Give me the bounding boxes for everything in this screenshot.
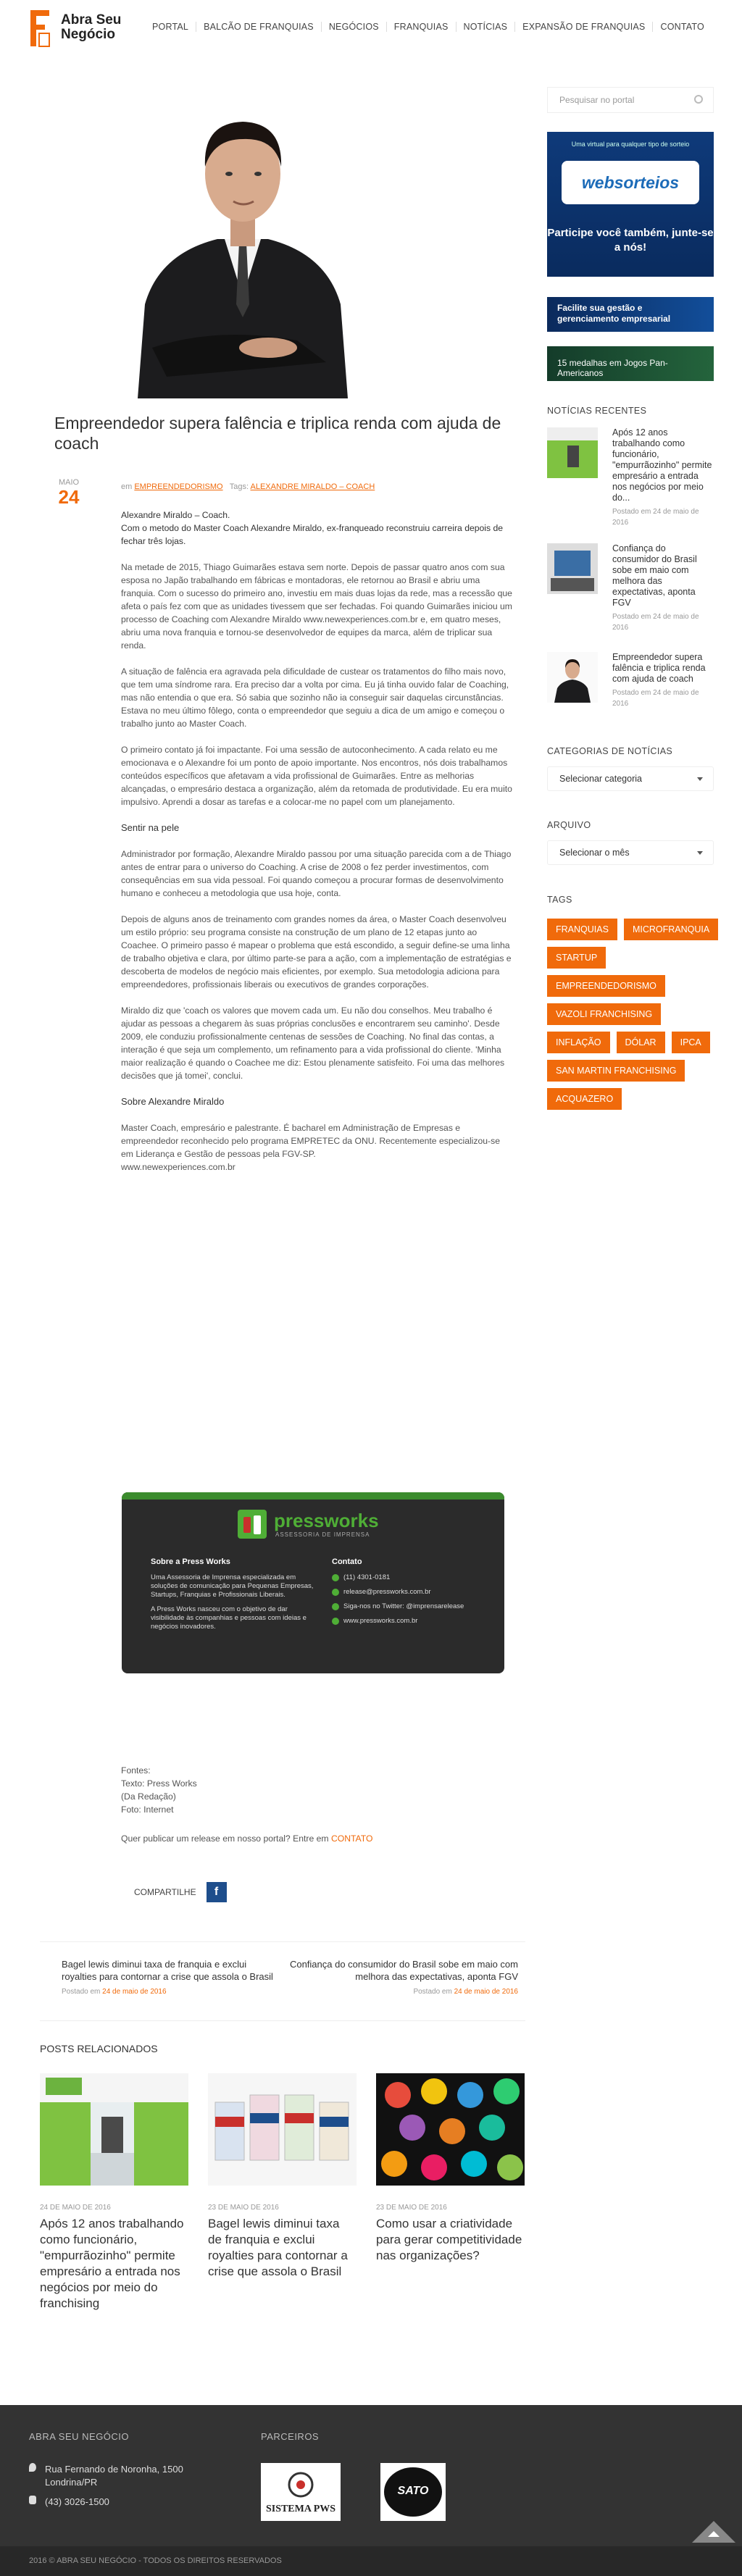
post-tag-link[interactable]: ALEXANDRE MIRALDO – COACH (250, 482, 375, 491)
paragraph: A situação de falência era agravada pela dificuldade de custear os tratamentos do filho mais novo, que tem uma síndrome rara. Era preciso dar a volta por cima. Eu já tinha ouvido falar de Coaching, mas não entendia o que era. Só sabia que sozinho não ia conseguir sair daquelas circunstâncias. Estava no meu último fôlego, conta o empreendedor que seguiu a dica de um amigo e começou o trabalho junto ao Master Coach. (121, 666, 509, 729)
prev-post-title: Bagel lewis diminui taxa de franquia e exclui royalties para contornar a crise que assola o Brasil (62, 1959, 273, 1982)
nav-expansao[interactable]: EXPANSÃO DE FRANQUIAS (514, 22, 652, 32)
sources-label: Fontes: (121, 1765, 151, 1776)
map-pin-icon (29, 2463, 36, 2472)
chevron-down-icon (697, 851, 703, 855)
tags-heading: TAGS (547, 895, 572, 905)
copyright: 2016 © ABRA SEU NEGÓCIO - TODOS OS DIREITOS RESERVADOS (0, 2546, 742, 2576)
tag-empreendedorismo[interactable]: EMPREENDEDORISMO (547, 975, 665, 997)
gestao-ad[interactable]: Facilite sua gestão e gerenciamento empresarial (547, 297, 714, 332)
related-post[interactable] (376, 2073, 525, 2264)
facebook-share-icon[interactable]: f (207, 1882, 227, 1902)
author-line: Alexandre Miraldo – Coach. (121, 510, 230, 520)
related-title: Após 12 anos trabalhando como funcionário, "empurrãozinho" permite empresário a entrada nos negócios por meio do franchising (40, 2217, 184, 2310)
related-date: 23 DE MAIO DE 2016 (376, 2204, 447, 2212)
tag-san-martin[interactable]: SAN MARTIN FRANCHISING (547, 1060, 685, 1082)
tag-franquias[interactable]: FRANQUIAS (547, 919, 617, 940)
partner-pws-name: SISTEMA PWS (265, 2504, 336, 2514)
archive-heading: ARQUIVO (547, 820, 591, 830)
banner-contact (332, 1557, 491, 1631)
paragraph: Miraldo diz que 'coach os valores que movem cada um. Eu não dou conselhos. Meu trabalho é ajudar as pessoas a chegarem às suas próprias conclusões e encontrarem seu caminho'. Desde 2009, ele conduziu profissionalmente centenas de sessões de Coaching. No final das contas, a interação é que seja um complemento, um refinamento para a vida profissional do cliente. 'Minha maior realização é quando o Coachee me diz: Estou plenamente satisfeito. Foi uma das melhores decisões que já tomei', conclui. (121, 1005, 505, 1081)
nav-noticias[interactable]: NOTÍCIAS (456, 22, 515, 32)
related-image-store (40, 2073, 188, 2186)
tag-dolar[interactable]: DÓLAR (617, 1032, 665, 1053)
site-logo[interactable] (29, 9, 145, 48)
search-input[interactable] (547, 87, 714, 113)
banner-twitter: Siga-nos no Twitter: @imprensarelease (332, 1602, 491, 1611)
share-bar (134, 1882, 227, 1902)
section-heading: Sobre Alexandre Miraldo (121, 1096, 225, 1107)
logo-mark-icon (29, 9, 54, 48)
next-post-date: Postado em 24 de maio de 2016 (413, 1988, 518, 1996)
next-post-link[interactable] (286, 1958, 518, 1998)
back-to-top-icon[interactable] (692, 2499, 735, 2543)
ad-brand: websorteios (562, 161, 699, 204)
post-day: 24 (58, 486, 80, 508)
post-sources (121, 1764, 512, 1845)
banner-contact-title: Contato (332, 1557, 362, 1566)
related-title: Como usar a criatividade para gerar competitividade nas organizações? (376, 2217, 522, 2262)
pressworks-logo (238, 1507, 397, 1543)
related-title: Bagel lewis diminui taxa de franquia e exclui royalties para contornar a crise que assola o Brasil (208, 2217, 348, 2278)
logo-line2: Negócio (61, 27, 115, 42)
logo-text (61, 13, 121, 42)
cta-contact-link[interactable]: CONTATO (330, 1833, 373, 1844)
prev-post-date: Postado em 24 de maio de 2016 (62, 1988, 167, 1996)
about-text: Master Coach, empresário e palestrante. É bacharel em Administração de Empresas e empreendedor reconhecido pelo programa EMPRETEC da ONU. Recentemente especializou-se em Liderança e Gestão de pessoas pela FGV-SP. (121, 1123, 500, 1159)
search-placeholder: Pesquisar no portal (559, 95, 635, 105)
partner-pws[interactable] (261, 2463, 341, 2521)
post-lead (121, 509, 512, 548)
footer-phone: (43) 3026-1500 (29, 2496, 109, 2509)
phone-icon (332, 1574, 339, 1581)
recent-post[interactable] (547, 543, 714, 632)
related-image-hands (376, 2073, 525, 2186)
post-main (54, 413, 525, 1172)
post-navigation (40, 1941, 525, 2021)
pressworks-brand: pressworks (274, 1510, 379, 1531)
site-footer (0, 2405, 742, 2546)
lead-text: Com o metodo do Master Coach Alexandre Miraldo, ex-franqueado reconstruiu carreira depois de fechar três lojas. (121, 523, 504, 546)
footer-about-heading: ABRA SEU NEGÓCIO (29, 2431, 130, 2442)
site-header (0, 0, 742, 58)
cta-text: Quer publicar um release em nosso portal? Entre em (121, 1833, 329, 1844)
nav-balcao[interactable]: BALCÃO DE FRANQUIAS (196, 22, 321, 32)
source-item: Foto: Internet (121, 1805, 174, 1815)
paragraph: Administrador por formação, Alexandre Miraldo passou por uma situação parecida com a de Thiago antes de entrar para o universo do Coaching. A crise de 2008 o fez perder investimentos, com consequências em sua vida pessoal. Foi quando começou a procurar formas de desenvolvimento humano e conheceu a metodologia que usa hoje, conta. (121, 849, 512, 898)
category-select[interactable]: Selecionar categoria (547, 766, 714, 791)
related-post[interactable] (208, 2073, 357, 2280)
tag-acquazero[interactable]: ACQUAZERO (547, 1088, 622, 1110)
globe-icon (332, 1618, 339, 1625)
post-title: Empreendedor supera falência e triplica renda com ajuda de coach (54, 414, 501, 453)
medals-ad[interactable]: 15 medalhas em Jogos Pan-Americanos (547, 346, 714, 381)
meta-tags-label: Tags: (229, 482, 249, 491)
recent-post[interactable] (547, 652, 714, 717)
recent-thumb (547, 543, 598, 594)
phone-icon (29, 2496, 36, 2504)
tag-vazoli[interactable]: VAZOLI FRANCHISING (547, 1003, 661, 1025)
meta-prefix: em (121, 482, 133, 491)
recent-post[interactable] (547, 427, 714, 527)
paragraph: Na metade de 2015, Thiago Guimarães estava sem norte. Depois de passar quatro anos com sua esposa no Japão trabalhando em fábricas e montadoras, ele retornou ao Brasil e abriu uma franquia. Com o sucesso do primeiro ano, investiu em mais duas lojas da rede, mas a recessão que afeta o país fez com que as unidades tivessem que ser fechadas. Foi quando Guimarães iniciou um processo de Coaching com Alexandre Miraldo www.newexperiences.com.br e, em quatro meses, abriu uma nova franquia e tornou-se desenvolvedor de equipes da marca, além de triplicar sua renda. (121, 562, 512, 651)
websorteios-ad[interactable] (547, 132, 714, 277)
categories-heading: CATEGORIAS DE NOTÍCIAS (547, 746, 673, 756)
source-item: Texto: Press Works (121, 1778, 197, 1789)
tag-startup[interactable]: STARTUP (547, 947, 606, 969)
banner-about-title: Sobre a Press Works (151, 1557, 230, 1566)
ad-top-text: Uma virtual para qualquer tipo de sorteio (571, 141, 690, 148)
paragraph: Depois de alguns anos de treinamento com grandes nomes da área, o Master Coach desenvolveu um estilo próprio: seu programa consiste na construção de um plano de 12 etapas junto ao Coachee. O primeiro passo é mapear o problema que está escondido, a seguir define-se uma linha de trabalho objetiva e clara, por último parte-se para a ação, com a implementação de estratégias e descoberta de modelos de negócio mais eficientes, por exemplo. Sua metodologia adiciona para empreendedores, profissionais liberais ou executivos de grandes corporações. (121, 914, 512, 990)
main-nav (145, 22, 712, 32)
pressworks-banner (122, 1492, 504, 1673)
archive-select[interactable]: Selecionar o mês (547, 840, 714, 865)
banner-phone: (11) 4301-0181 (332, 1573, 491, 1582)
recent-heading: NOTÍCIAS RECENTES (547, 406, 647, 416)
recent-thumb (547, 427, 598, 478)
tag-inflacao[interactable]: INFLAÇÃO (547, 1032, 610, 1053)
banner-top-bar (122, 1492, 504, 1500)
related-image-cups (208, 2073, 357, 2186)
hero-photo (109, 87, 377, 398)
related-post[interactable] (40, 2073, 188, 2312)
nav-portal[interactable]: PORTAL (152, 22, 189, 32)
tag-ipca[interactable]: IPCA (672, 1032, 710, 1053)
recent-post-text: Após 12 anos trabalhando como funcionário, "empurrãozinho" permite empresário a entrada nos negócios por meio do... Postado em 24 de maio de 2016 (612, 427, 712, 527)
share-label: COMPARTILHE (134, 1887, 196, 1897)
next-post-title: Confiança do consumidor do Brasil sobe em maio com melhora das expectativas, aponta FGV (289, 1959, 518, 1982)
nav-negocios[interactable]: NEGÓCIOS (321, 22, 386, 32)
paragraph: O primeiro contato já foi impactante. Foi uma sessão de autoconhecimento. A cada relato eu me emocionava e o Alexandre foi um ponto de apoio importante. Nos encontros, nós dois trabalhamos conteúdos específicos que afetavam a vida profissional de Guimarães. Entre as melhorias alcançadas, o empresário destaca a organização, além da retomada de produtividade. Eu era muito impulsivo. Aprendi a dosar as tarefas e a colocar-me no papel com um planejamento. (121, 745, 512, 807)
post-category-link[interactable]: EMPREENDEDORISMO (134, 482, 223, 491)
partner-sato-name: SATO (397, 2485, 429, 2497)
tag-microfranquia[interactable]: MICROFRANQUIA (624, 919, 718, 940)
recent-thumb (547, 652, 598, 703)
footer-address: Rua Fernando de Noronha, 1500 Londrina/PR (29, 2463, 183, 2489)
logo-line1: Abra Seu (61, 12, 122, 28)
partner-sato[interactable] (380, 2463, 446, 2521)
section-heading: Sentir na pele (121, 822, 180, 833)
banner-about-text2: A Press Works nasceu com o objetivo de dar visibilidade às companhias e pessoas com ideias e negócios inovadores. (151, 1605, 307, 1631)
post-meta (121, 482, 375, 491)
post-month: MAIO (58, 478, 80, 487)
email-icon (332, 1589, 339, 1596)
sidebar (547, 87, 714, 1104)
source-item: (Da Redação) (121, 1791, 176, 1802)
footer-partners-heading: PARCEIROS (261, 2431, 320, 2442)
banner-email: release@pressworks.com.br (332, 1588, 491, 1597)
ad-cta: Participe você também, junte-se a nós! (547, 227, 714, 254)
banner-site: www.pressworks.com.br (332, 1617, 491, 1626)
post-date (54, 478, 83, 507)
related-date: 23 DE MAIO DE 2016 (208, 2204, 279, 2212)
prev-post-link[interactable] (62, 1958, 279, 1998)
nav-franquias[interactable]: FRANQUIAS (386, 22, 456, 32)
chevron-down-icon (697, 777, 703, 781)
search-icon[interactable] (694, 95, 703, 104)
twitter-icon (332, 1603, 339, 1610)
banner-about (151, 1557, 317, 1631)
related-date: 24 DE MAIO DE 2016 (40, 2204, 111, 2212)
coach-site-link[interactable]: www.newexperiences.com.br (121, 1162, 235, 1172)
recent-post-text: Confiança do consumidor do Brasil sobe em maio com melhora das expectativas, aponta FGV Postado em 24 de maio de 2016 (612, 543, 699, 632)
banner-about-text: Uma Assessoria de Imprensa especializada em soluções de comunicação para Pequenas Empresas, Startups, Franquias e Profissionais Liberais. (151, 1573, 314, 1599)
related-heading: POSTS RELACIONADOS (40, 2043, 158, 2054)
cta-line (121, 1832, 512, 1845)
nav-contato[interactable]: CONTATO (652, 22, 711, 32)
tag-cloud (547, 919, 721, 1110)
post-body (121, 509, 512, 1187)
paragraph (121, 1121, 512, 1174)
recent-post-text: Empreendedor supera falência e triplica renda com ajuda de coach Postado em 24 de maio de 2016 (612, 652, 706, 708)
pressworks-sub: ASSESSORIA DE IMPRENSA (275, 1531, 370, 1538)
pressworks-logo-icon (238, 1510, 267, 1539)
